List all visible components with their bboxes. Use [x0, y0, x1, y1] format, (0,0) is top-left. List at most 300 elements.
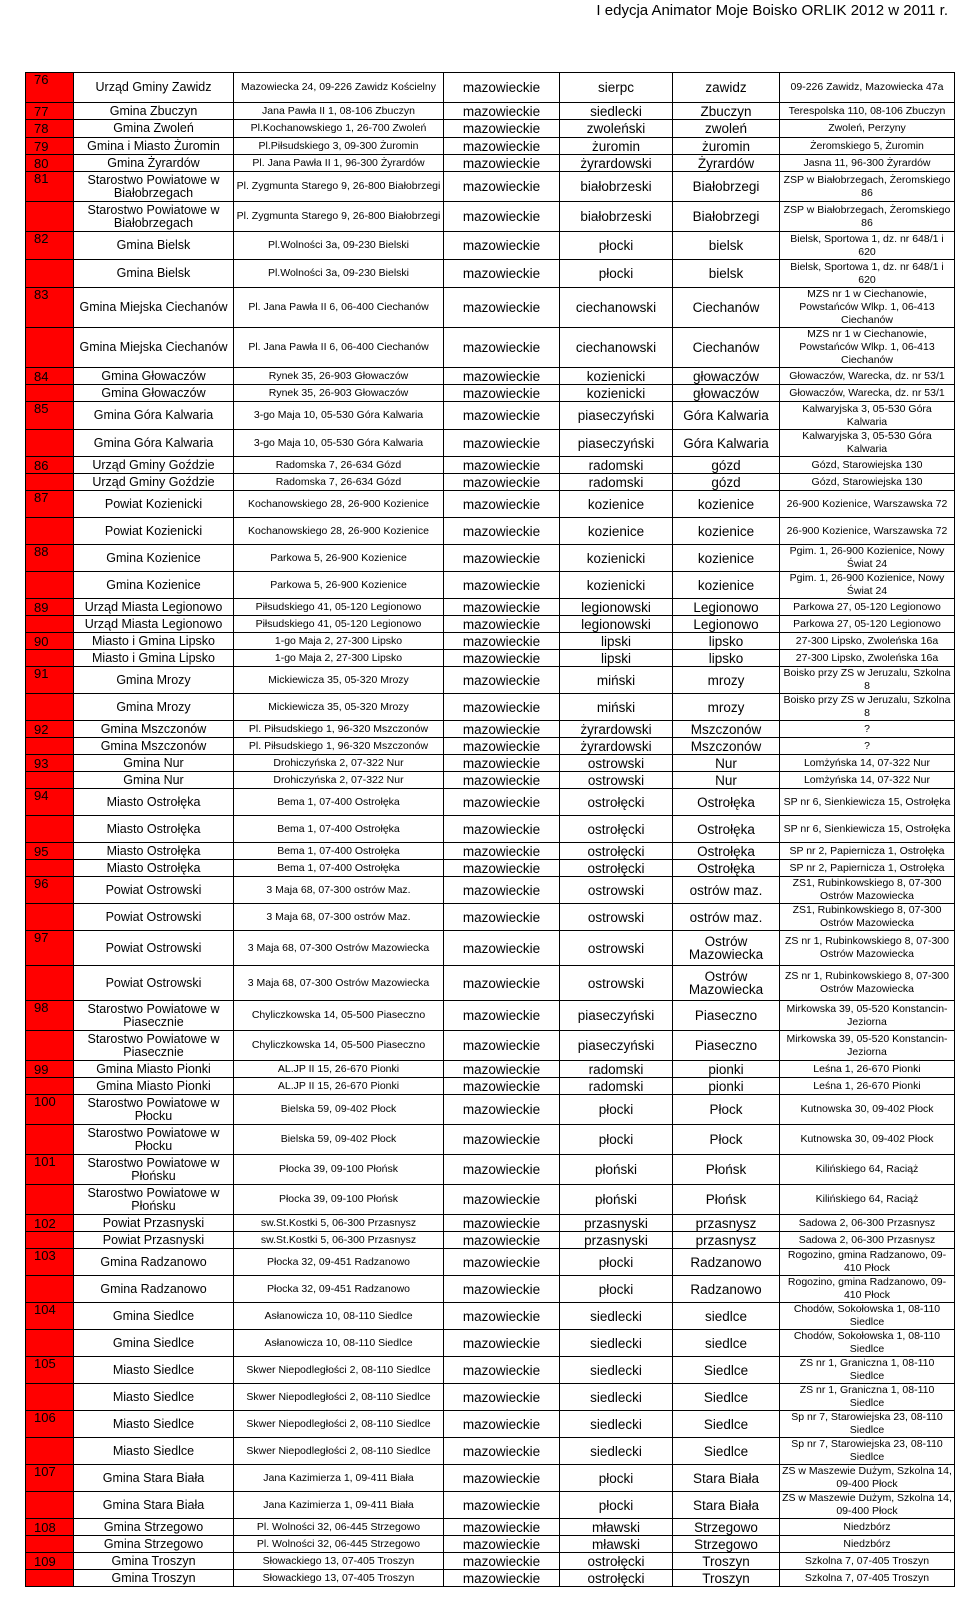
row-number-cell: 85: [26, 402, 74, 430]
applicant-address-cell: Pl. Wolności 32, 06-445 Strzegowo: [234, 1519, 444, 1536]
voivodeship-cell: mazowieckie: [444, 877, 560, 904]
table-row: [26, 1492, 955, 1519]
county-cell: płoński: [560, 1155, 673, 1185]
applicant-name-cell: Gmina Mszczonów: [74, 738, 234, 755]
applicant-address-cell: Pl. Zygmunta Starego 9, 26-800 Białobrzegi: [234, 172, 444, 202]
voivodeship-cell: mazowieckie: [444, 172, 560, 202]
municipality-cell: gózd: [673, 474, 780, 491]
pitch-location-cell: Chodów, Sokołowska 1, 08-110 Siedlce: [780, 1303, 955, 1330]
municipality-cell: mrozy: [673, 667, 780, 694]
table-row: [26, 138, 955, 155]
applicant-address-cell: Pl.Wolności 3a, 09-230 Bielski: [234, 232, 444, 260]
table-row: [26, 155, 955, 172]
row-number-cell: 86: [26, 457, 74, 474]
voivodeship-cell: mazowieckie: [444, 816, 560, 843]
municipality-cell: Troszyn: [673, 1553, 780, 1570]
municipality-cell: ostrów maz.: [673, 904, 780, 931]
table-row: [26, 860, 955, 877]
table-row: [26, 667, 955, 694]
pitch-location-cell: SP nr 6, Sienkiewicza 15, Ostrołęka: [780, 816, 955, 843]
row-number-cell: 98: [26, 1001, 74, 1031]
table-row: [26, 1553, 955, 1570]
municipality-cell: przasnysz: [673, 1215, 780, 1232]
municipality-cell: pionki: [673, 1078, 780, 1095]
table-row: [26, 1232, 955, 1249]
row-number-cell: [26, 650, 74, 667]
row-number-cell: 96: [26, 877, 74, 904]
municipality-cell: Stara Biała: [673, 1465, 780, 1492]
voivodeship-cell: mazowieckie: [444, 1303, 560, 1330]
applicant-address-cell: Bema 1, 07-400 Ostrołęka: [234, 843, 444, 860]
municipality-cell: pionki: [673, 1061, 780, 1078]
applicant-address-cell: AL.JP II 15, 26-670 Pionki: [234, 1078, 444, 1095]
county-cell: siedlecki: [560, 1303, 673, 1330]
table-row: [26, 518, 955, 545]
pitch-location-cell: Niedzbórz: [780, 1519, 955, 1536]
applicant-address-cell: Pl. Jana Pawła II 6, 06-400 Ciechanów: [234, 288, 444, 328]
voivodeship-cell: mazowieckie: [444, 138, 560, 155]
applicant-address-cell: Jana Kazimierza 1, 09-411 Biała: [234, 1492, 444, 1519]
applicant-address-cell: Bema 1, 07-400 Ostrołęka: [234, 816, 444, 843]
municipality-cell: Siedlce: [673, 1357, 780, 1384]
municipality-cell: ostrów maz.: [673, 877, 780, 904]
table-row: [26, 172, 955, 202]
pitch-location-cell: Zwoleń, Perzyny: [780, 120, 955, 138]
voivodeship-cell: mazowieckie: [444, 572, 560, 599]
table-row: [26, 1095, 955, 1125]
applicant-name-cell: Gmina Głowaczów: [74, 385, 234, 402]
row-number-cell: 82: [26, 232, 74, 260]
county-cell: lipski: [560, 633, 673, 650]
table-row: [26, 755, 955, 772]
table-row: [26, 103, 955, 120]
applicant-name-cell: Gmina Troszyn: [74, 1553, 234, 1570]
voivodeship-cell: mazowieckie: [444, 1125, 560, 1155]
table-row: [26, 1330, 955, 1357]
pitch-location-cell: SP nr 2, Papiernicza 1, Ostrołęka: [780, 860, 955, 877]
applicant-address-cell: Pl. Wolności 32, 06-445 Strzegowo: [234, 1536, 444, 1553]
county-cell: żuromin: [560, 138, 673, 155]
municipality-cell: Strzegowo: [673, 1536, 780, 1553]
table-row: [26, 260, 955, 288]
applicant-name-cell: Gmina Głowaczów: [74, 368, 234, 385]
table-row: [26, 1155, 955, 1185]
applicant-address-cell: 3-go Maja 10, 05-530 Góra Kalwaria: [234, 402, 444, 430]
table-row: [26, 633, 955, 650]
table-row: [26, 1125, 955, 1155]
county-cell: sierpc: [560, 73, 673, 103]
applicant-address-cell: Piłsudskiego 41, 05-120 Legionowo: [234, 599, 444, 616]
voivodeship-cell: mazowieckie: [444, 430, 560, 457]
pitch-location-cell: ZS nr 1, Graniczna 1, 08-110 Siedlce: [780, 1357, 955, 1384]
county-cell: płocki: [560, 260, 673, 288]
applicant-address-cell: Kochanowskiego 28, 26-900 Kozienice: [234, 518, 444, 545]
voivodeship-cell: mazowieckie: [444, 1031, 560, 1061]
applicant-name-cell: Gmina Radzanowo: [74, 1276, 234, 1303]
row-number-cell: [26, 1330, 74, 1357]
pitch-location-cell: Mirkowska 39, 05-520 Konstancin-Jeziorna: [780, 1001, 955, 1031]
pitch-location-cell: Terespolska 110, 08-106 Zbuczyn: [780, 103, 955, 120]
county-cell: ostrołęcki: [560, 789, 673, 816]
municipality-cell: Zbuczyn: [673, 103, 780, 120]
applicant-address-cell: 3-go Maja 10, 05-530 Góra Kalwaria: [234, 430, 444, 457]
table-row: [26, 877, 955, 904]
applicant-address-cell: Pl.Kochanowskiego 1, 26-700 Zwoleń: [234, 120, 444, 138]
row-number-cell: [26, 1185, 74, 1215]
voivodeship-cell: mazowieckie: [444, 491, 560, 518]
applicant-name-cell: Gmina i Miasto Żuromin: [74, 138, 234, 155]
applicant-name-cell: Miasto Siedlce: [74, 1384, 234, 1411]
pitch-location-cell: ?: [780, 721, 955, 738]
voivodeship-cell: mazowieckie: [444, 1536, 560, 1553]
applicant-address-cell: Rynek 35, 26-903 Głowaczów: [234, 385, 444, 402]
voivodeship-cell: mazowieckie: [444, 1357, 560, 1384]
pitch-location-cell: ZS nr 1, Rubinkowskiego 8, 07-300 Ostrów Mazowiecka: [780, 931, 955, 966]
row-number-cell: 91: [26, 667, 74, 694]
municipality-cell: Żyrardów: [673, 155, 780, 172]
row-number-cell: 89: [26, 599, 74, 616]
applicant-name-cell: Powiat Ostrowski: [74, 931, 234, 966]
table-row: [26, 1357, 955, 1384]
table-row: [26, 931, 955, 966]
applicant-address-cell: Pl.Piłsudskiego 3, 09-300 Żuromin: [234, 138, 444, 155]
municipality-cell: Mszczonów: [673, 721, 780, 738]
applicant-name-cell: Urząd Gminy Zawidz: [74, 73, 234, 103]
applicant-address-cell: Mickiewicza 35, 05-320 Mrozy: [234, 694, 444, 721]
applicant-name-cell: Gmina Żyrardów: [74, 155, 234, 172]
voivodeship-cell: mazowieckie: [444, 843, 560, 860]
municipality-cell: Strzegowo: [673, 1519, 780, 1536]
applicant-address-cell: 3 Maja 68, 07-300 ostrów Maz.: [234, 877, 444, 904]
row-number-cell: 77: [26, 103, 74, 120]
pitch-location-cell: MZS nr 1 w Ciechanowie, Powstańców Wlkp. 1, 06-413 Ciechanów: [780, 288, 955, 328]
pitch-location-cell: Rogozino, gmina Radzanowo, 09-410 Płock: [780, 1249, 955, 1276]
applicant-name-cell: Miasto Ostrołęka: [74, 843, 234, 860]
municipality-cell: kozienice: [673, 491, 780, 518]
applicant-address-cell: sw.St.Kostki 5, 06-300 Przasnysz: [234, 1232, 444, 1249]
row-number-cell: 107: [26, 1465, 74, 1492]
applicant-name-cell: Urząd Miasta Legionowo: [74, 599, 234, 616]
voivodeship-cell: mazowieckie: [444, 650, 560, 667]
row-number-cell: 83: [26, 288, 74, 328]
table-row: [26, 328, 955, 368]
table-row: [26, 650, 955, 667]
municipality-cell: gózd: [673, 457, 780, 474]
row-number-cell: 81: [26, 172, 74, 202]
applicant-name-cell: Urząd Gminy Goździe: [74, 457, 234, 474]
county-cell: miński: [560, 667, 673, 694]
table-row: [26, 1215, 955, 1232]
applicant-address-cell: Płocka 32, 09-451 Radzanowo: [234, 1276, 444, 1303]
applicant-name-cell: Starostwo Powiatowe w Piasecznie: [74, 1001, 234, 1031]
applicant-address-cell: Radomska 7, 26-634 Gózd: [234, 457, 444, 474]
pitch-location-cell: Leśna 1, 26-670 Pionki: [780, 1061, 955, 1078]
voivodeship-cell: mazowieckie: [444, 1078, 560, 1095]
county-cell: radomski: [560, 1078, 673, 1095]
row-number-cell: 102: [26, 1215, 74, 1232]
pitch-location-cell: Mirkowska 39, 05-520 Konstancin-Jeziorna: [780, 1031, 955, 1061]
municipality-cell: Płońsk: [673, 1185, 780, 1215]
pitch-location-cell: Kilińskiego 64, Raciąż: [780, 1155, 955, 1185]
voivodeship-cell: mazowieckie: [444, 385, 560, 402]
applicant-address-cell: 1-go Maja 2, 27-300 Lipsko: [234, 633, 444, 650]
applicant-address-cell: Parkowa 5, 26-900 Kozienice: [234, 572, 444, 599]
applicant-name-cell: Powiat Kozienicki: [74, 518, 234, 545]
applicant-name-cell: Miasto Ostrołęka: [74, 816, 234, 843]
municipality-cell: bielsk: [673, 260, 780, 288]
applicant-name-cell: Starostwo Powiatowe w Płońsku: [74, 1155, 234, 1185]
applicant-name-cell: Miasto i Gmina Lipsko: [74, 633, 234, 650]
voivodeship-cell: mazowieckie: [444, 474, 560, 491]
row-number-cell: [26, 738, 74, 755]
applicant-address-cell: sw.St.Kostki 5, 06-300 Przasnysz: [234, 1215, 444, 1232]
municipality-cell: Góra Kalwaria: [673, 402, 780, 430]
pitch-location-cell: ZS1, Rubinkowskiego 8, 07-300 Ostrów Mazowiecka: [780, 877, 955, 904]
applicant-name-cell: Powiat Kozienicki: [74, 491, 234, 518]
table-row: [26, 402, 955, 430]
pitch-location-cell: ZS w Maszewie Dużym, Szkolna 14, 09-400 Płock: [780, 1492, 955, 1519]
county-cell: kozienicki: [560, 368, 673, 385]
municipality-cell: Ostrołęka: [673, 789, 780, 816]
municipality-cell: Legionowo: [673, 616, 780, 633]
applicant-name-cell: Gmina Stara Biała: [74, 1465, 234, 1492]
pitch-location-cell: ?: [780, 738, 955, 755]
applicant-address-cell: Pl. Jana Pawła II 1, 96-300 Żyrardów: [234, 155, 444, 172]
row-number-cell: [26, 328, 74, 368]
table-row: [26, 904, 955, 931]
table-row: [26, 1384, 955, 1411]
applicant-address-cell: Mickiewicza 35, 05-320 Mrozy: [234, 667, 444, 694]
county-cell: ostrołęcki: [560, 816, 673, 843]
table-row: [26, 966, 955, 1001]
pitch-location-cell: Lomżyńska 14, 07-322 Nur: [780, 772, 955, 789]
row-number-cell: [26, 1536, 74, 1553]
applicant-name-cell: Gmina Miejska Ciechanów: [74, 288, 234, 328]
pitch-location-cell: Żeromskiego 5, Żuromin: [780, 138, 955, 155]
table-row: [26, 1061, 955, 1078]
table-row: [26, 73, 955, 103]
pitch-location-cell: Głowaczów, Warecka, dz. nr 53/1: [780, 385, 955, 402]
voivodeship-cell: mazowieckie: [444, 1185, 560, 1215]
voivodeship-cell: mazowieckie: [444, 402, 560, 430]
applicant-name-cell: Starostwo Powiatowe w Płońsku: [74, 1185, 234, 1215]
row-number-cell: 78: [26, 120, 74, 138]
county-cell: białobrzeski: [560, 172, 673, 202]
voivodeship-cell: mazowieckie: [444, 1276, 560, 1303]
table-row: [26, 694, 955, 721]
row-number-cell: 80: [26, 155, 74, 172]
municipality-cell: kozienice: [673, 518, 780, 545]
municipality-cell: Stara Biała: [673, 1492, 780, 1519]
applicant-name-cell: Miasto i Gmina Lipsko: [74, 650, 234, 667]
municipality-cell: Piaseczno: [673, 1001, 780, 1031]
municipality-cell: Ostrołęka: [673, 860, 780, 877]
voivodeship-cell: mazowieckie: [444, 931, 560, 966]
applicant-name-cell: Gmina Bielsk: [74, 232, 234, 260]
pitch-location-cell: Sp nr 7, Starowiejska 23, 08-110 Siedlce: [780, 1411, 955, 1438]
pitch-location-cell: Boisko przy ZS w Jeruzalu, Szkolna 8: [780, 667, 955, 694]
applicant-name-cell: Powiat Ostrowski: [74, 904, 234, 931]
table-row: [26, 385, 955, 402]
table-row: [26, 616, 955, 633]
county-cell: legionowski: [560, 599, 673, 616]
applicant-name-cell: Powiat Ostrowski: [74, 877, 234, 904]
applicant-name-cell: Miasto Ostrołęka: [74, 789, 234, 816]
row-number-cell: 84: [26, 368, 74, 385]
pitch-location-cell: SP nr 2, Papiernicza 1, Ostrołęka: [780, 843, 955, 860]
pitch-location-cell: Pgim. 1, 26-900 Kozienice, Nowy Świat 24: [780, 572, 955, 599]
municipality-cell: Ostrów Mazowiecka: [673, 966, 780, 1001]
row-number-cell: [26, 572, 74, 599]
pitch-location-cell: Niedzbórz: [780, 1536, 955, 1553]
pitch-location-cell: ZS nr 1, Graniczna 1, 08-110 Siedlce: [780, 1384, 955, 1411]
county-cell: płoński: [560, 1185, 673, 1215]
pitch-location-cell: Głowaczów, Warecka, dz. nr 53/1: [780, 368, 955, 385]
municipality-cell: Nur: [673, 772, 780, 789]
applicant-name-cell: Gmina Mrozy: [74, 694, 234, 721]
table-row: [26, 368, 955, 385]
pitch-location-cell: 26-900 Kozienice, Warszawska 72: [780, 491, 955, 518]
municipality-cell: Płock: [673, 1125, 780, 1155]
municipality-cell: Ciechanów: [673, 328, 780, 368]
pitch-location-cell: ZS nr 1, Rubinkowskiego 8, 07-300 Ostrów Mazowiecka: [780, 966, 955, 1001]
table-body: [26, 73, 955, 1587]
applicant-address-cell: Radomska 7, 26-634 Gózd: [234, 474, 444, 491]
county-cell: siedlecki: [560, 1384, 673, 1411]
applicant-address-cell: Bielska 59, 09-402 Płock: [234, 1095, 444, 1125]
voivodeship-cell: mazowieckie: [444, 328, 560, 368]
pitch-location-cell: Parkowa 27, 05-120 Legionowo: [780, 599, 955, 616]
pitch-location-cell: Jasna 11, 96-300 Żyrardów: [780, 155, 955, 172]
voivodeship-cell: mazowieckie: [444, 1519, 560, 1536]
applicant-address-cell: Słowackiego 13, 07-405 Troszyn: [234, 1570, 444, 1587]
county-cell: piaseczyński: [560, 1031, 673, 1061]
municipality-cell: przasnysz: [673, 1232, 780, 1249]
table-row: [26, 1078, 955, 1095]
voivodeship-cell: mazowieckie: [444, 738, 560, 755]
municipality-cell: zwoleń: [673, 120, 780, 138]
applicant-address-cell: Parkowa 5, 26-900 Kozienice: [234, 545, 444, 572]
applicant-address-cell: Chyliczkowska 14, 05-500 Piaseczno: [234, 1031, 444, 1061]
county-cell: radomski: [560, 474, 673, 491]
municipality-cell: siedlce: [673, 1330, 780, 1357]
voivodeship-cell: mazowieckie: [444, 599, 560, 616]
voivodeship-cell: mazowieckie: [444, 904, 560, 931]
row-number-cell: 95: [26, 843, 74, 860]
voivodeship-cell: mazowieckie: [444, 73, 560, 103]
county-cell: piaseczyński: [560, 402, 673, 430]
applicant-name-cell: Gmina Kozienice: [74, 572, 234, 599]
applicant-address-cell: Bielska 59, 09-402 Płock: [234, 1125, 444, 1155]
row-number-cell: 90: [26, 633, 74, 650]
voivodeship-cell: mazowieckie: [444, 633, 560, 650]
row-number-cell: 104: [26, 1303, 74, 1330]
county-cell: ostrołęcki: [560, 1570, 673, 1587]
applicant-name-cell: Gmina Radzanowo: [74, 1249, 234, 1276]
applicant-name-cell: Gmina Nur: [74, 772, 234, 789]
county-cell: ostrowski: [560, 966, 673, 1001]
voivodeship-cell: mazowieckie: [444, 667, 560, 694]
row-number-cell: 103: [26, 1249, 74, 1276]
voivodeship-cell: mazowieckie: [444, 1553, 560, 1570]
row-number-cell: 94: [26, 789, 74, 816]
table-row: [26, 1411, 955, 1438]
row-number-cell: 76: [26, 73, 74, 103]
pitch-location-cell: ZS w Maszewie Dużym, Szkolna 14, 09-400 Płock: [780, 1465, 955, 1492]
applicant-name-cell: Gmina Miasto Pionki: [74, 1061, 234, 1078]
table-row: [26, 1438, 955, 1465]
table-row: [26, 721, 955, 738]
applicant-name-cell: Gmina Kozienice: [74, 545, 234, 572]
county-cell: legionowski: [560, 616, 673, 633]
pitch-location-cell: ZSP w Białobrzegach, Żeromskiego 86: [780, 202, 955, 232]
municipality-cell: zawidz: [673, 73, 780, 103]
row-number-cell: [26, 1438, 74, 1465]
voivodeship-cell: mazowieckie: [444, 1249, 560, 1276]
table-row: [26, 457, 955, 474]
voivodeship-cell: mazowieckie: [444, 232, 560, 260]
voivodeship-cell: mazowieckie: [444, 772, 560, 789]
applicant-address-cell: Skwer Niepodległości 2, 08-110 Siedlce: [234, 1384, 444, 1411]
applicant-name-cell: Gmina Stara Biała: [74, 1492, 234, 1519]
row-number-cell: [26, 1031, 74, 1061]
applicant-address-cell: Mazowiecka 24, 09-226 Zawidz Kościelny: [234, 73, 444, 103]
pitch-location-cell: Szkolna 7, 07-405 Troszyn: [780, 1553, 955, 1570]
municipality-cell: siedlce: [673, 1303, 780, 1330]
municipality-cell: Nur: [673, 755, 780, 772]
voivodeship-cell: mazowieckie: [444, 1215, 560, 1232]
row-number-cell: 101: [26, 1155, 74, 1185]
municipality-cell: głowaczów: [673, 368, 780, 385]
applicant-address-cell: 3 Maja 68, 07-300 Ostrów Mazowiecka: [234, 931, 444, 966]
county-cell: płocki: [560, 1095, 673, 1125]
table-row: [26, 772, 955, 789]
table-row: [26, 816, 955, 843]
row-number-cell: 108: [26, 1519, 74, 1536]
applicant-address-cell: AL.JP II 15, 26-670 Pionki: [234, 1061, 444, 1078]
municipality-cell: lipsko: [673, 650, 780, 667]
applicant-address-cell: 3 Maja 68, 07-300 Ostrów Mazowiecka: [234, 966, 444, 1001]
county-cell: kozienice: [560, 491, 673, 518]
applicant-address-cell: Skwer Niepodległości 2, 08-110 Siedlce: [234, 1411, 444, 1438]
table-row: [26, 474, 955, 491]
applicant-address-cell: Chyliczkowska 14, 05-500 Piaseczno: [234, 1001, 444, 1031]
applicant-name-cell: Urząd Miasta Legionowo: [74, 616, 234, 633]
applicant-name-cell: Gmina Siedlce: [74, 1330, 234, 1357]
applicant-name-cell: Starostwo Powiatowe w Białobrzegach: [74, 172, 234, 202]
row-number-cell: [26, 260, 74, 288]
applicant-address-cell: Piłsudskiego 41, 05-120 Legionowo: [234, 616, 444, 633]
applicant-name-cell: Starostwo Powiatowe w Płocku: [74, 1095, 234, 1125]
voivodeship-cell: mazowieckie: [444, 457, 560, 474]
county-cell: siedlecki: [560, 1357, 673, 1384]
voivodeship-cell: mazowieckie: [444, 155, 560, 172]
county-cell: siedlecki: [560, 103, 673, 120]
county-cell: ciechanowski: [560, 288, 673, 328]
pitch-location-cell: Bielsk, Sportowa 1, dz. nr 648/1 i 620: [780, 232, 955, 260]
pitch-location-cell: 27-300 Lipsko, Zwoleńska 16a: [780, 633, 955, 650]
row-number-cell: 106: [26, 1411, 74, 1438]
table-row: [26, 1276, 955, 1303]
voivodeship-cell: mazowieckie: [444, 120, 560, 138]
pitch-location-cell: 27-300 Lipsko, Zwoleńska 16a: [780, 650, 955, 667]
table-row: [26, 1303, 955, 1330]
table-row: [26, 232, 955, 260]
pitch-location-cell: Kilińskiego 64, Raciąż: [780, 1185, 955, 1215]
county-cell: kozienicki: [560, 545, 673, 572]
table-row: [26, 1536, 955, 1553]
municipality-cell: Białobrzegi: [673, 202, 780, 232]
